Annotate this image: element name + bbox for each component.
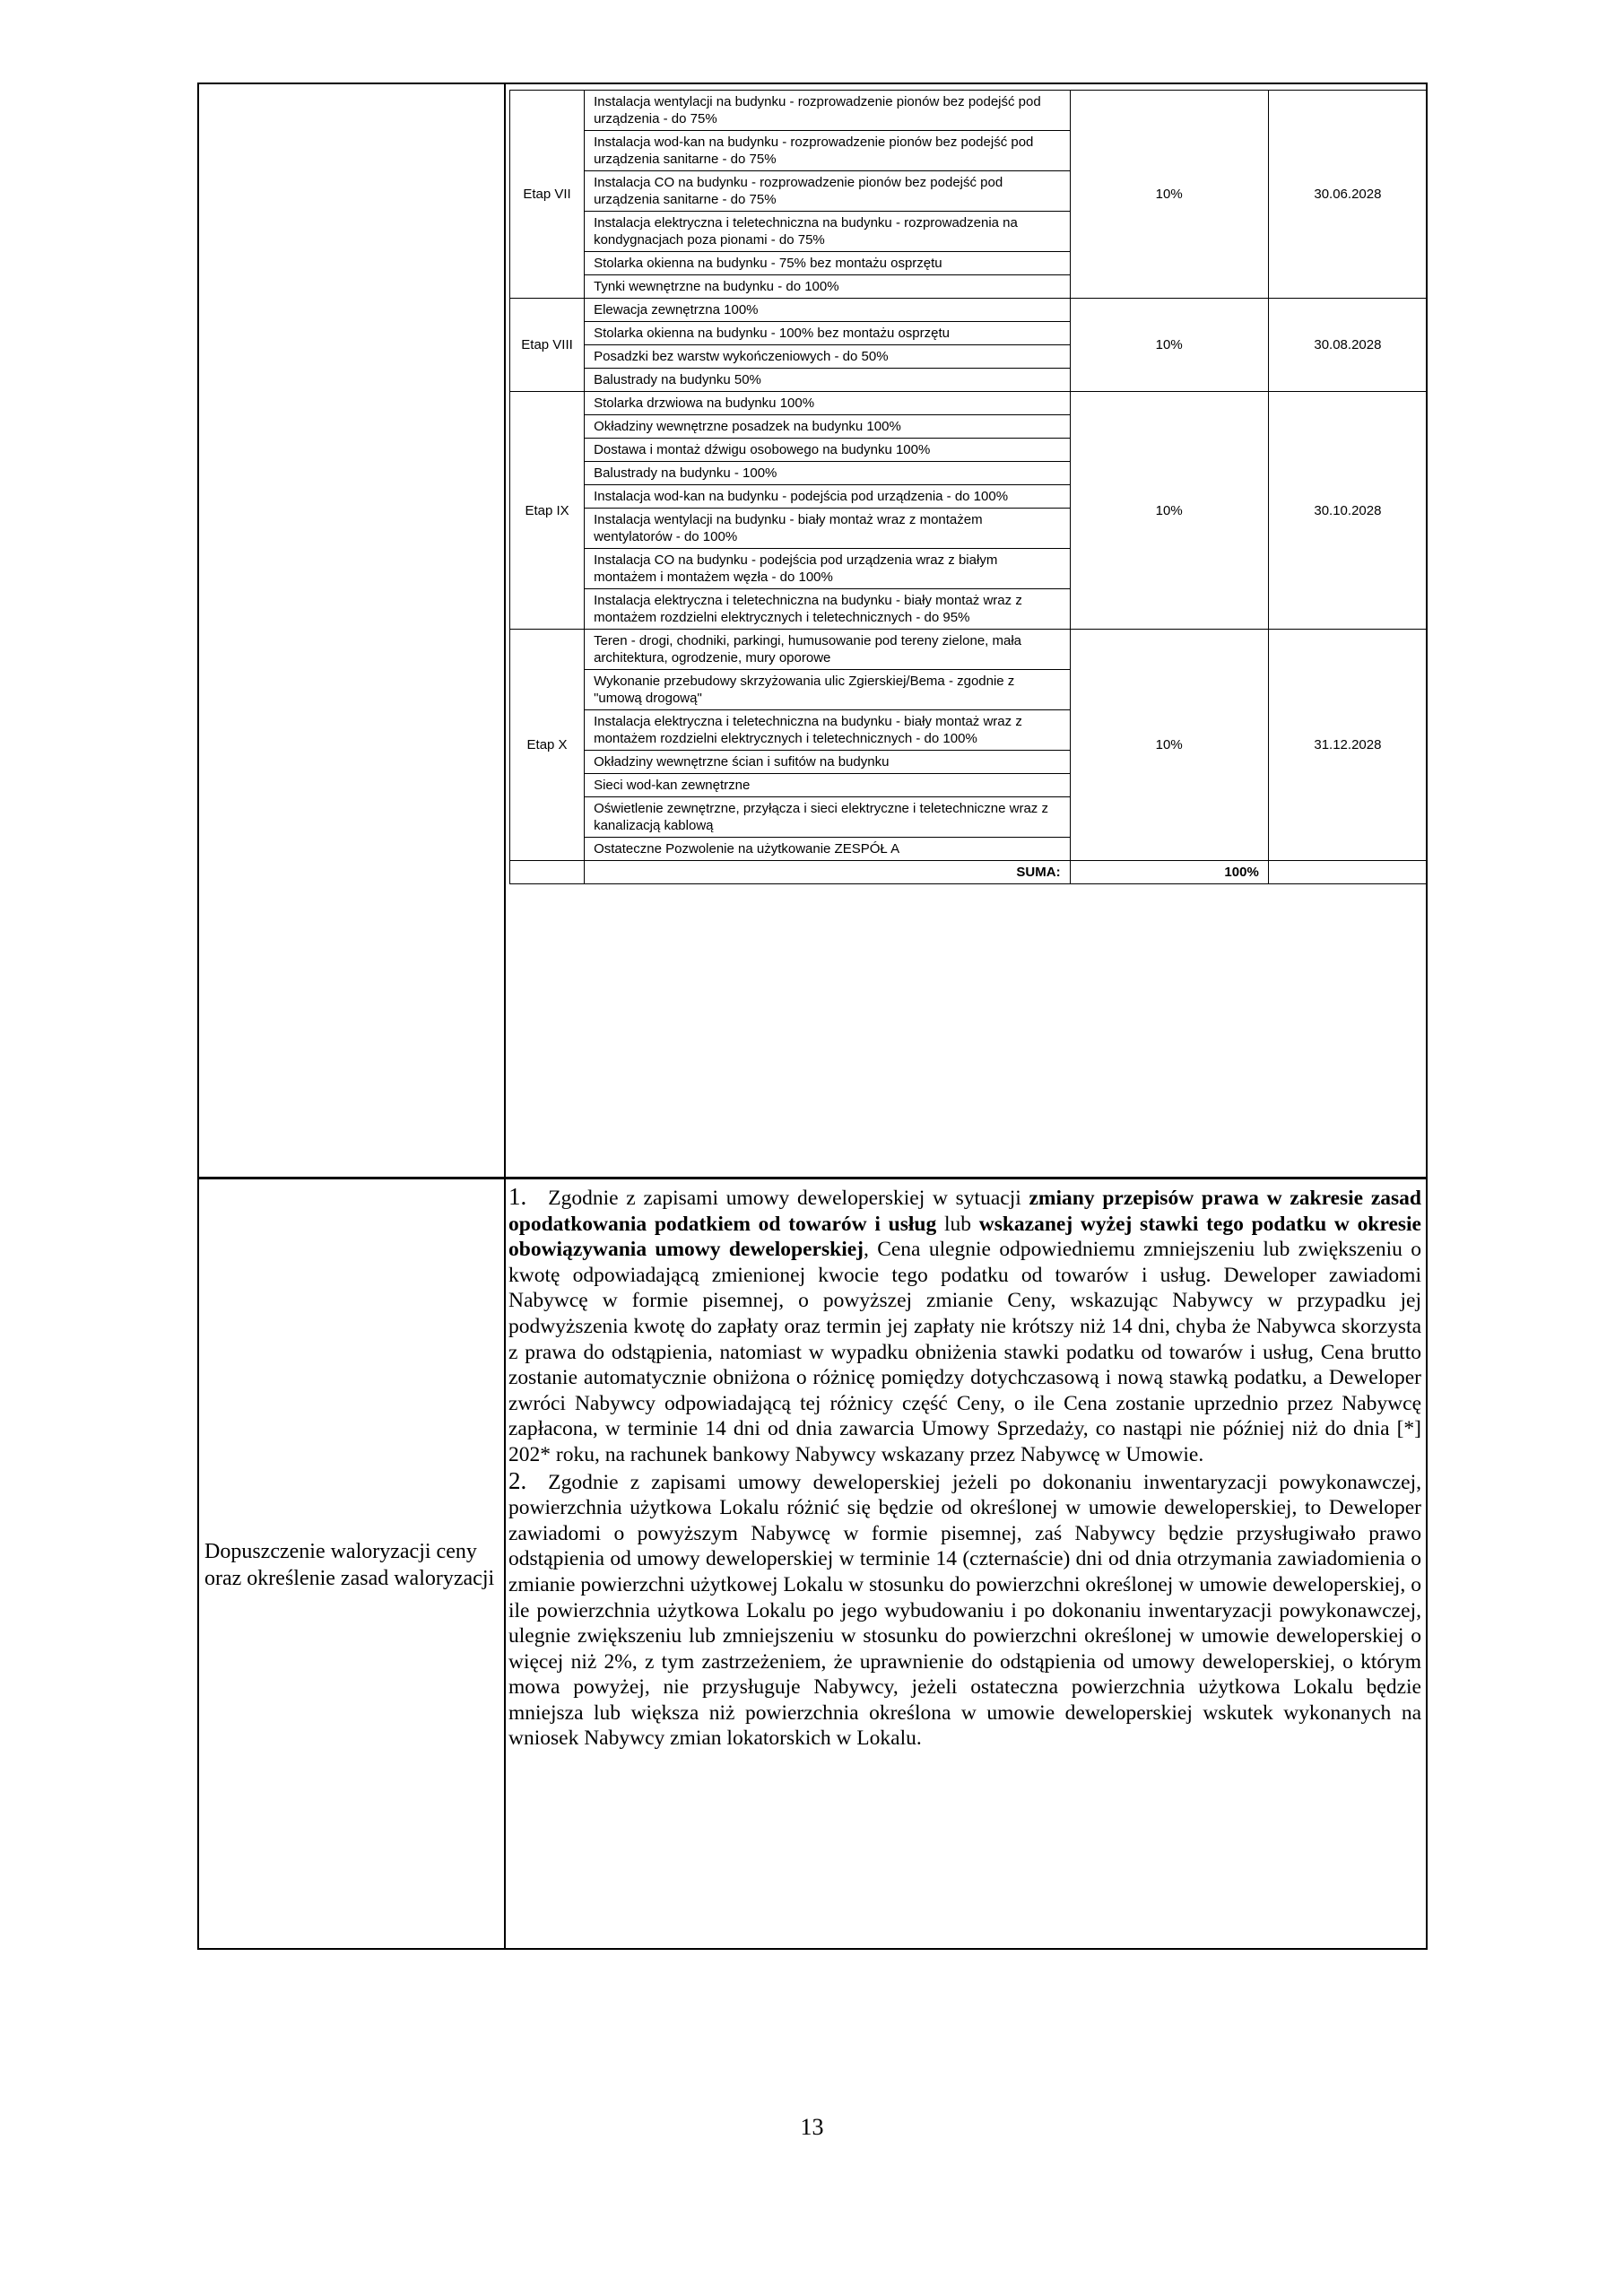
paragraph-2	[508, 1468, 1421, 1752]
date-cell: 31.12.2028	[1268, 630, 1427, 861]
item-cell: Oświetlenie zewnętrzne, przyłącza i sieci elektryczne i teletechniczne wraz z kanalizacją kablową	[585, 797, 1071, 838]
paragraph-1	[508, 1184, 1421, 1468]
item-cell: Instalacja elektryczna i teletechniczna na budynku - biały montaż wraz z montażem rozdzielni elektrycznych i teletechnicznych - do 100%	[585, 710, 1071, 751]
item-cell: Ostateczne Pozwolenie na użytkowanie ZESPÓŁ A	[585, 838, 1071, 861]
item-cell: Instalacja CO na budynku - rozprowadzenie pionów bez podejść pod urządzenia sanitarne - do 75%	[585, 171, 1071, 212]
paragraph-bold: wskazanej wyżej stawki tego podatku w okresie obowiązywania umowy deweloperskiej	[508, 1212, 1421, 1262]
stage-cell: Etap VIII	[510, 299, 585, 392]
stage-cell: Etap VII	[510, 91, 585, 299]
percent-cell: 10%	[1070, 299, 1268, 392]
item-cell: Instalacja elektryczna i teletechniczna na budynku - biały montaż wraz z montażem rozdzielni elektrycznych i teletechnicznych - do 95%	[585, 589, 1071, 630]
item-cell: Instalacja wentylacji na budynku - biały montaż wraz z montażem wentylatorów - do 100%	[585, 509, 1071, 549]
table-row	[510, 91, 1428, 131]
table-row	[510, 392, 1428, 415]
item-cell: Instalacja CO na budynku - podejścia pod urządzenia wraz z białym montażem i montażem węzła - do 100%	[585, 549, 1071, 589]
spacer-row	[510, 884, 1428, 910]
valorization-content	[508, 1184, 1421, 1752]
item-cell: Sieci wod-kan zewnętrzne	[585, 774, 1071, 797]
paragraph-text: , Cena ulegnie odpowiedniemu zmniejszeniu lub zwiększeniu o kwotę odpowiadającą zmienionej kwocie tego podatku od towarów i usług. Deweloper zawiadomi Nabywcę w formie pisemnej, o powyższej zmianie Ceny, wskazując Nabywcy w przypadku jej podwyższenia kwotę do zapłaty oraz termin jej zapłaty nie krótszy niż 14 dni, chyba że Nabywca skorzysta z prawa do odstąpienia, natomiast w wypadku obniżenia stawki podatku od towarów i usług, Cena brutto zostanie automatycznie obniżona o różnicę pomiędzy dotychczasową i nową stawką podatku, a Deweloper zwróci Nabywcy odpowiadającą tej różnicy część Ceny, o ile Cena zostanie uprzednio przez Nabywcę zapłacona, w terminie 14 dni od dnia zawarcia Umowy Sprzedaży, co nastąpi nie później niż do dnia [*] 202* roku, na rachunek bankowy Nabywcy wskazany przez Nabywcę w Umowie.	[508, 1238, 1422, 1466]
sum-label: SUMA:	[585, 861, 1071, 884]
item-cell: Okładziny wewnętrzne posadzek na budynku 100%	[585, 415, 1071, 439]
item-cell: Instalacja wod-kan na budynku - rozprowadzenie pionów bez podejść pod urządzenia sanitarne - do 75%	[585, 131, 1071, 171]
valorization-label: Dopuszczenie waloryzacji ceny oraz określenie zasad waloryzacji	[204, 1539, 495, 1590]
item-cell: Elewacja zewnętrzna 100%	[585, 299, 1071, 322]
item-cell: Instalacja wod-kan na budynku - podejścia pod urządzenia - do 100%	[585, 485, 1071, 509]
stage-cell: Etap X	[510, 630, 585, 861]
paragraph-text: lub	[936, 1212, 979, 1236]
date-cell: 30.06.2028	[1268, 91, 1427, 299]
item-cell: Wykonanie przebudowy skrzyżowania ulic Zgierskiej/Bema - zgodnie z "umową drogową"	[585, 670, 1071, 710]
valorization-label-cell	[199, 1179, 504, 1950]
empty-cell	[1268, 861, 1427, 884]
schedule-body	[510, 91, 1428, 910]
sum-row	[510, 861, 1428, 884]
schedule-table	[509, 90, 1428, 909]
item-cell: Posadzki bez warstw wykończeniowych - do 50%	[585, 345, 1071, 369]
empty-cell	[510, 861, 585, 884]
percent-cell: 10%	[1070, 91, 1268, 299]
paragraph-text: Zgodnie z zapisami umowy deweloperskiej w sytuacji	[548, 1187, 1029, 1210]
stage-cell: Etap IX	[510, 392, 585, 630]
table-row	[510, 299, 1428, 322]
item-cell: Instalacja elektryczna i teletechniczna na budynku - rozprowadzenia na kondygnacjach poza pionami - do 75%	[585, 212, 1071, 252]
item-cell: Balustrady na budynku 50%	[585, 369, 1071, 392]
paragraph-bold: zmiany przepisów prawa w zakresie zasad opodatkowania podatkiem od towarów i usług	[508, 1187, 1421, 1236]
item-cell: Okładziny wewnętrzne ścian i sufitów na budynku	[585, 751, 1071, 774]
item-cell: Dostawa i montaż dźwigu osobowego na budynku 100%	[585, 439, 1071, 462]
percent-cell: 10%	[1070, 630, 1268, 861]
paragraph-number: 1.	[508, 1183, 527, 1210]
item-cell: Tynki wewnętrzne na budynku - do 100%	[585, 275, 1071, 299]
date-cell: 30.08.2028	[1268, 299, 1427, 392]
column-divider	[504, 84, 506, 1948]
item-cell: Instalacja wentylacji na budynku - rozprowadzenie pionów bez podejść pod urządzenia - do 75%	[585, 91, 1071, 131]
item-cell: Stolarka okienna na budynku - 100% bez montażu osprzętu	[585, 322, 1071, 345]
main-table	[197, 83, 1428, 1950]
item-cell: Stolarka okienna na budynku - 75% bez montażu osprzętu	[585, 252, 1071, 275]
item-cell: Teren - drogi, chodniki, parkingi, humusowanie pod tereny zielone, mała architektura, ogrodzenie, mury oporowe	[585, 630, 1071, 670]
sum-value: 100%	[1070, 861, 1268, 884]
paragraph-number: 2.	[508, 1466, 527, 1494]
table-row	[510, 630, 1428, 670]
date-cell: 30.10.2028	[1268, 392, 1427, 630]
item-cell: Stolarka drzwiowa na budynku 100%	[585, 392, 1071, 415]
percent-cell: 10%	[1070, 392, 1268, 630]
item-cell: Balustrady na budynku - 100%	[585, 462, 1071, 485]
page-number: 13	[800, 2114, 824, 2140]
paragraph-text: Zgodnie z zapisami umowy deweloperskiej jeżeli po dokonaniu inwentaryzacji powykonawczej, powierzchnia użytkowa Lokalu różnić się będzie od określonej w umowie deweloperskiej, to Deweloper zawiadomi o powyższym Nabywcę w formie pisemnej, zaś Nabywcy będzie przysługiwało prawo odstąpienia od umowy deweloperskiej w terminie 14 (czternaście) dni od dnia otrzymania zawiadomienia o zmianie powierzchni użytkowej Lokalu w stosunku do powierzchni określonej w umowie deweloperskiej, o ile powierzchnia użytkowa Lokalu po jego wybudowaniu i po dokonaniu inwentaryzacji powykonawczej, ulegnie zwiększeniu lub zmniejszeniu w stosunku do powierzchni określonej w umowie deweloperskiej o więcej niż 2%, z tym zastrzeżeniem, że uprawnienie do odstąpienia od umowy deweloperskiej, o którym mowa powyżej, nie przysługuje Nabywcy, jeżeli ostateczna powierzchnia użytkowa Lokalu będzie mniejsza lub większa niż powierzchnia określona w umowie deweloperskiej wskutek wykonanych na wniosek Nabywcy zmian lokatorskich w Lokalu.	[508, 1470, 1421, 1751]
